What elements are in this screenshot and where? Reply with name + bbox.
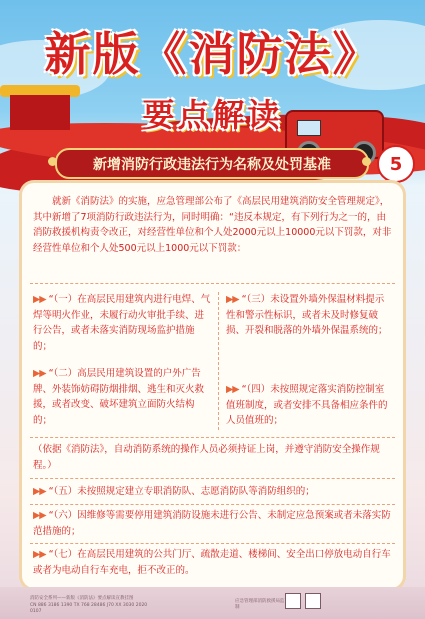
divider [30,283,395,284]
arrow-icon: ▶▶ [226,294,239,305]
list-item: ▶▶ “（六）因维修等需要停用建筑消防设施未进行公告、未制定应急预案或者未落实防范措施的； [33,510,391,537]
footer-code: CN 886 3186 1390 TX 768 28486 J70 XX 3030 2020 0107 [30,603,148,614]
section-banner: 新增消防行政违法行为名称及处罚基准 [55,148,369,179]
arrow-icon: ▶▶ [33,368,46,379]
section-number-badge: 5 [377,145,415,183]
list-item: ▶▶ “（四）未按照规定落实消防控制室值班制度，或者安排不具备相应条件的人员值班的； [226,384,388,426]
list-item: ▶▶ “（七）在高层民用建筑的公共门厅、疏散走道、楼梯间、安全出口停放电动自行车或者为电动自行车充电，拒不改正的。 [33,549,391,576]
divider [30,478,395,479]
footer-right-text: 应急管理部消防救援局监制 [235,599,285,610]
list-item: ▶▶ “（一）在高层民用建筑内进行电焊、气焊等明火作业，未履行动火审批手续、进行公告，或者未落实消防现场监护措施的； [33,294,211,352]
arrow-icon: ▶▶ [33,294,46,305]
column-divider [218,292,219,430]
page-title: 新版《消防法》 [44,27,381,81]
list-item: ▶▶ “（二）高层民用建筑设置的户外广告牌、外装饰妨碍防烟排烟、逃生和灭火救援，或者改变、破坏建筑立面防火结构的； [33,368,205,426]
qr-code-icon [305,593,321,609]
arrow-icon: ▶▶ [226,384,239,395]
arrow-icon: ▶▶ [33,549,46,560]
footer-left-text: 消防安全系列——新版《消防法》要点解读宣教挂图 [30,596,134,601]
note-paragraph: （依据《消防法》，自动消防系统的操作人员必须持证上岗，并遵守消防安全操作规程。） [33,444,380,471]
intro-paragraph: 就新《消防法》的实施，应急管理部公布了《高层民用建筑消防安全管理规定》，其中新增了7项消防行政违法行为，同时明确：“违反本规定，有下列行为之一的，由消防救援机构责令改正，对经营性单位和个人处2000元以上10000元以下罚款，对非经营性单位和个人处500元以上1000元以下罚款： [33,196,392,254]
divider [30,543,395,544]
page-subtitle: 要点解读 [142,96,283,134]
arrow-icon: ▶▶ [33,510,46,521]
list-item: ▶▶ “（五）未按照规定建立专职消防队、志愿消防队等消防组织的； [33,486,315,497]
divider [30,504,395,505]
banner-dot-icon [362,157,371,166]
list-item: ▶▶ “（三）未设置外墙外保温材料提示性和警示性标识，或者未及时修复破损、开裂和脱落的外墙外保温系统的； [226,294,388,336]
qr-code-icon [285,593,301,609]
arrow-icon: ▶▶ [33,486,46,497]
divider [30,437,395,438]
